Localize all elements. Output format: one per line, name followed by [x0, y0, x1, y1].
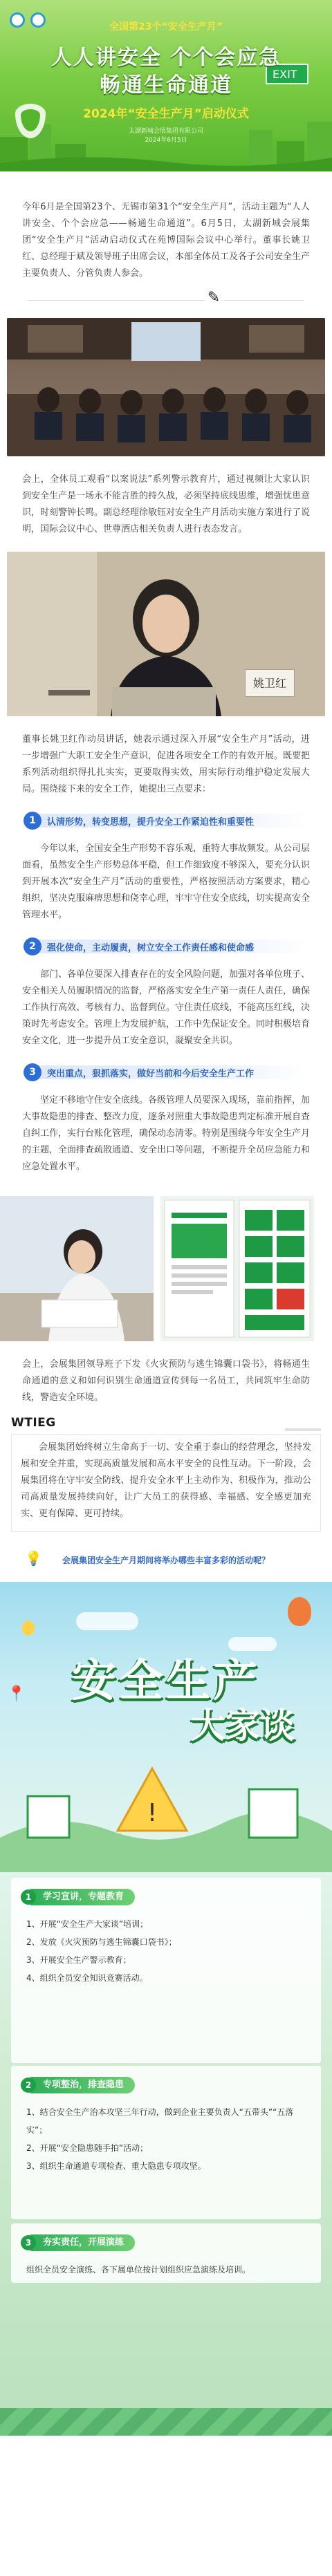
fire-escape-booklet — [160, 1196, 314, 1341]
hero-title-line1: 人人讲安全 个个会应急 — [50, 46, 282, 70]
card-item: 1、开展“安全生产大家谈”培训； — [26, 1919, 149, 1929]
hero-date: 2024年6月5日 — [145, 137, 187, 144]
card-item: 4、组织全员安全知识竞赛活动。 — [26, 1973, 148, 1983]
booklet-photo — [0, 1196, 154, 1341]
pledge-section — [0, 1341, 332, 1406]
card-items — [11, 2103, 321, 2175]
intro-section — [0, 171, 332, 282]
poster-subtitle: 大家谈 — [191, 1706, 295, 1746]
meeting-photo — [7, 318, 325, 456]
requirement-title: 认清形势，转变思想，提升安全工作紧迫性和重要性 — [47, 817, 255, 828]
chairman-photo — [7, 552, 325, 716]
chairman-section — [0, 716, 332, 798]
card-item: 组织全员安全演练、各下属单位按计划组织应急演练及培训。 — [26, 2265, 251, 2275]
card-heading-bar: 夯实责任，开展演练 — [30, 2234, 135, 2251]
hero-banner — [0, 0, 332, 171]
requirement-body: 今年以来，全国安全生产形势不容乐观，重特大事故频发。从公司层面看，虽然安全生产形势总体平稳，但工作细致度不够深入，要充分认识到开展本次“安全生产月”活动的重要性，严格按照活动方案要求，精心组织，坚决克服麻痹思想和侥幸心理，牢牢守住安全底线，切实提高安全管理水平。 — [22, 843, 311, 920]
lightbulb-icon: 💡 — [25, 1550, 42, 1567]
staff-reading-illustration — [0, 1196, 154, 1341]
activities-poster — [0, 1582, 332, 2436]
requirement-body: 部门、各单位要深入排查存在的安全风险问题，加强对各单位班子、安全相关人员履职情况的监督，严格落实安全生产第一责任人责任，确保工作执行高效、考核有力、监督到位。守住责任底线，不能高压红线，决策时先考虑安全。管理上为发展护航，工作中先保证安全。同时积极培育安全文化，进一步提升员工安全意识，凝聚安全共识。 — [22, 969, 311, 1046]
safety-scene-illustration — [0, 1755, 332, 1872]
card-item: 3、开展安全生产警示教育； — [26, 1955, 131, 1965]
card-item: 3、组织生命通道专项检查、重大隐患专项攻坚。 — [26, 2161, 206, 2171]
wtieg-section — [0, 1406, 332, 1540]
requirement-number-badge: 2 — [24, 937, 42, 955]
card-heading — [11, 2075, 321, 2096]
requirement-heading — [22, 810, 310, 831]
requirement-heading — [22, 936, 310, 957]
requirements-section — [0, 810, 332, 1175]
chairman-paragraph: 董事长姚卫红作动员讲话，她表示通过深入开展“安全生产月”活动，进一步增强广大职工安全生产意识，促进各项安全工作的有效开展。既要把系列活动组织得扎扎实实，更要取得实效，用实际行动维护稳定发展大局。围绕接下来的安全工作，她提出三点要求： — [22, 734, 311, 794]
requirement-1 — [22, 810, 310, 924]
activity-card-2 — [11, 2066, 321, 2219]
activity-card-3 — [11, 2223, 321, 2283]
meeting-section — [0, 456, 332, 538]
name-card: 姚卫红 — [245, 669, 295, 697]
intro-paragraph: 今年6月是全国第23个、无锡市第31个“安全生产月”，活动主题为“人人讲安全、个个会应急——畅通生命通道”。6月5日，太湖新城会展集团“安全生产月”活动启动仪式在苑博国际会议中心举行。董事长姚卫红、总经理于斌及领导班子出席会议，本部全体员工及各子公司安全生产主要负责人、分管负责人参会。 — [22, 202, 311, 279]
question-bar — [0, 1540, 332, 1582]
card-item: 1、结合安全生产治本攻坚三年行动，做到企业主要负责人“五带头”“五落实”； — [26, 2107, 294, 2135]
card-heading — [11, 1887, 321, 1908]
requirement-number-badge: 1 — [24, 812, 42, 830]
activity-card-1 — [11, 1878, 321, 2063]
requirement-body: 坚定不移地守住安全底线。各级管理人员要深入现场，靠前指挥，加大事故隐患的排查、整改力度，逐条对照重大事故隐患判定标准开展自查自纠工作，实行台账化管理，确保动态清零。特别是围绕今年安全生产月的主题，全面排查疏散通道、安全出口等问题，不断提升全员应急能力和应急处置水平。 — [22, 1095, 311, 1172]
card-item: 2、开展“安全隐患随手拍”活动； — [26, 2143, 149, 2153]
meeting-scene-illustration — [7, 318, 325, 456]
hero-organization: 太湖新城会展集团有限公司 — [128, 128, 203, 135]
requirement-3 — [22, 1062, 310, 1175]
balloon-icon — [22, 1621, 35, 1636]
requirement-title: 突出重点，狠抓落实，做好当前和今后安全生产工作 — [47, 1069, 255, 1079]
pledge-paragraph: 会上，会展集团领导班子下发《火灾预防与逃生锦囊口袋书》，将畅通生命通道的意义和如何识别生命通道宣传到每一名员工，共同筑牢生命防线，警造安全环境。 — [22, 1359, 310, 1403]
balloon-icon — [288, 1597, 311, 1626]
card-number-badge: 3 — [21, 2235, 36, 2250]
cloud-icon — [76, 1612, 138, 1630]
requirement-title: 强化使命，主动履责，树立安全工作责任感和使命感 — [47, 943, 255, 953]
card-item: 2、发放《火灾预防与逃生锦囊口袋书》； — [26, 1937, 177, 1947]
location-pin-icon: 📍 — [7, 1686, 26, 1703]
poster-title: 安全生产 — [72, 1656, 260, 1707]
card-heading — [11, 2233, 321, 2254]
pen-divider — [0, 282, 332, 318]
svg-text:!: ! — [147, 1799, 158, 1827]
hero-subtitle: 2024年“安全生产月”启动仪式 — [83, 107, 249, 121]
requirement-heading — [22, 1062, 310, 1083]
card-number-badge: 2 — [21, 2078, 36, 2093]
chevron-footer-decoration — [0, 2408, 332, 2436]
card-heading-bar: 学习宣讲，专题教育 — [30, 1889, 135, 1905]
hero-title-line2: 畅通生命通道 — [100, 73, 232, 97]
hero-eyebrow: 全国第23个“安全生产月” — [109, 21, 223, 32]
question-text: 会展集团安全生产月期间将举办哪些丰富多彩的活动呢？ — [62, 1556, 270, 1565]
card-items — [11, 2261, 321, 2279]
card-items — [11, 1915, 321, 1987]
pen-icon: ✎ — [205, 289, 223, 307]
exit-sign-text: EXIT — [273, 68, 297, 81]
wtieg-label: WTIEG — [11, 1416, 56, 1430]
meeting-paragraph: 会上，全体员工观看“以案说法”系列警示教育片，通过视频让大家认识到安全生产是一场永不能言胜的持久战，必须坚持底线思维，增强忧患意识，时刻警钟长鸣。副总经理徐敏钰对安全生产月活动实施方案进行了说明，国际会议中心、世尊酒店相关负责人进行表态发言。 — [22, 474, 311, 534]
requirement-2 — [22, 936, 310, 1049]
photo-strip — [0, 1196, 332, 1341]
card-heading-bar: 专项整治，排查隐患 — [30, 2077, 135, 2093]
divider-line — [28, 300, 304, 301]
wtieg-paragraph: 会展集团始终树立生命高于一切、安全重于泰山的经营理念，坚持发展和安全并重，实现高质量发展和高水平安全的良性互动。下一阶段，会展集团将在守牢安全防线、提升安全水平上主动作为、积极作为，推动公司高质量发展持续向好，让广大员工的获得感、幸福感、安全感更加充实、更有保障、更可持续。 — [21, 1442, 311, 1519]
wtieg-corner-decoration — [285, 1428, 321, 1431]
card-number-badge: 1 — [21, 1889, 36, 1905]
requirement-number-badge: 3 — [24, 1063, 42, 1081]
booklet-illustration — [160, 1196, 314, 1341]
